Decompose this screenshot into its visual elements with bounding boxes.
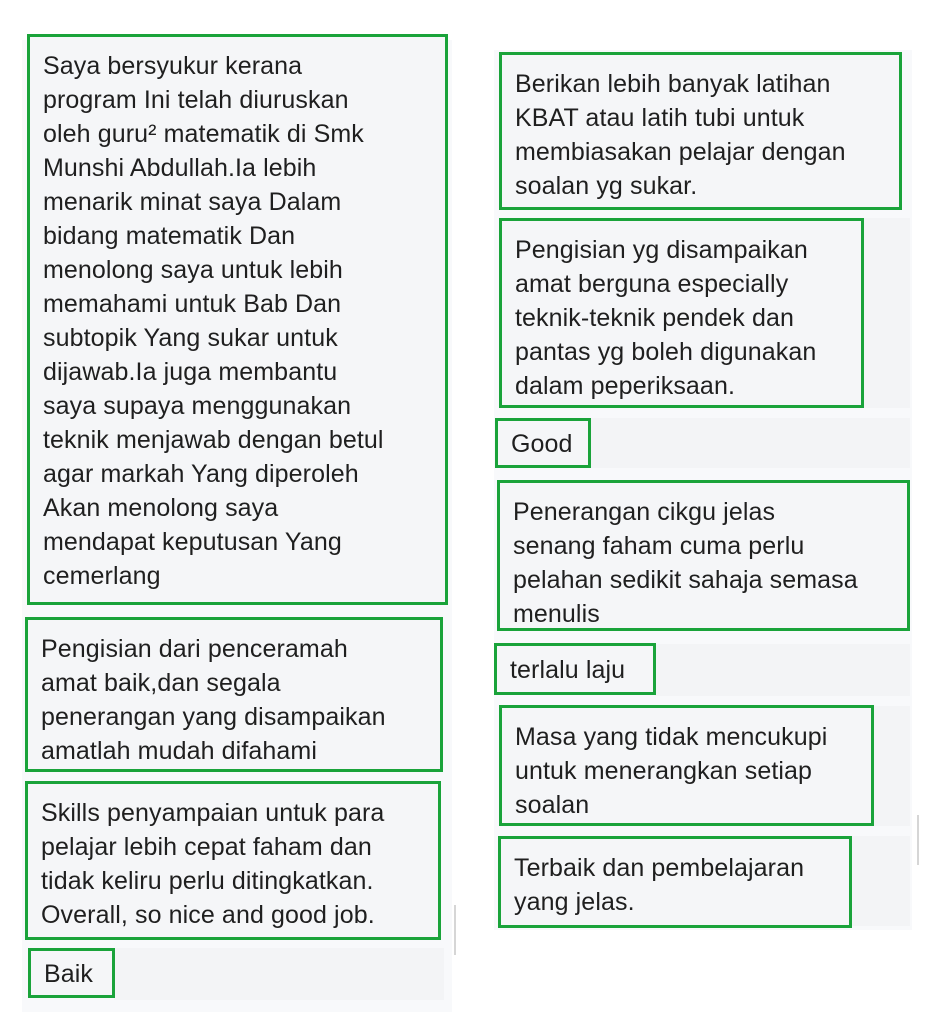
response-card: Pengisian yg disampaikan amat berguna especially teknik-teknik pendek dan pantas yg boleh digunakan dalam peperiksaan. [499, 218, 864, 408]
response-card: Saya bersyukur kerana program Ini telah diuruskan oleh guru² matematik di Smk Munshi Abdullah.Ia lebih menarik minat saya Dalam bidang matematik Dan menolong saya untuk lebih memahami untuk Bab Dan subtopik Yang sukar untuk dijawab.Ia juga membantu saya supaya menggunakan teknik menjawab dengan betul agar markah Yang diperoleh Akan menolong saya mendapat keputusan Yang cemerlang [27, 34, 448, 605]
response-card: Skills penyampaian untuk para pelajar lebih cepat faham dan tidak keliru perlu ditingkatkan. Overall, so nice and good job. [25, 781, 441, 940]
response-card: Pengisian dari penceramah amat baik,dan segala penerangan yang disampaikan amatlah mudah difahami [25, 617, 443, 772]
row-background [873, 706, 910, 826]
row-background [862, 218, 910, 408]
response-card: terlalu laju [494, 643, 656, 695]
row-background [114, 948, 444, 1000]
response-card: Terbaik dan pembelajaran yang jelas. [498, 836, 852, 928]
response-card: Penerangan cikgu jelas senang faham cuma perlu pelahan sedikit sahaja semasa menulis [497, 480, 910, 631]
divider [454, 905, 456, 955]
response-card: Baik [28, 948, 115, 998]
row-background [655, 644, 910, 696]
divider [917, 815, 919, 865]
response-card: Good [495, 418, 591, 468]
row-background [586, 418, 910, 468]
response-card: Masa yang tidak mencukupi untuk menerangkan setiap soalan [499, 705, 874, 826]
row-background [851, 836, 910, 926]
response-card: Berikan lebih banyak latihan KBAT atau latih tubi untuk membiasakan pelajar dengan soalan yg sukar. [499, 52, 902, 210]
